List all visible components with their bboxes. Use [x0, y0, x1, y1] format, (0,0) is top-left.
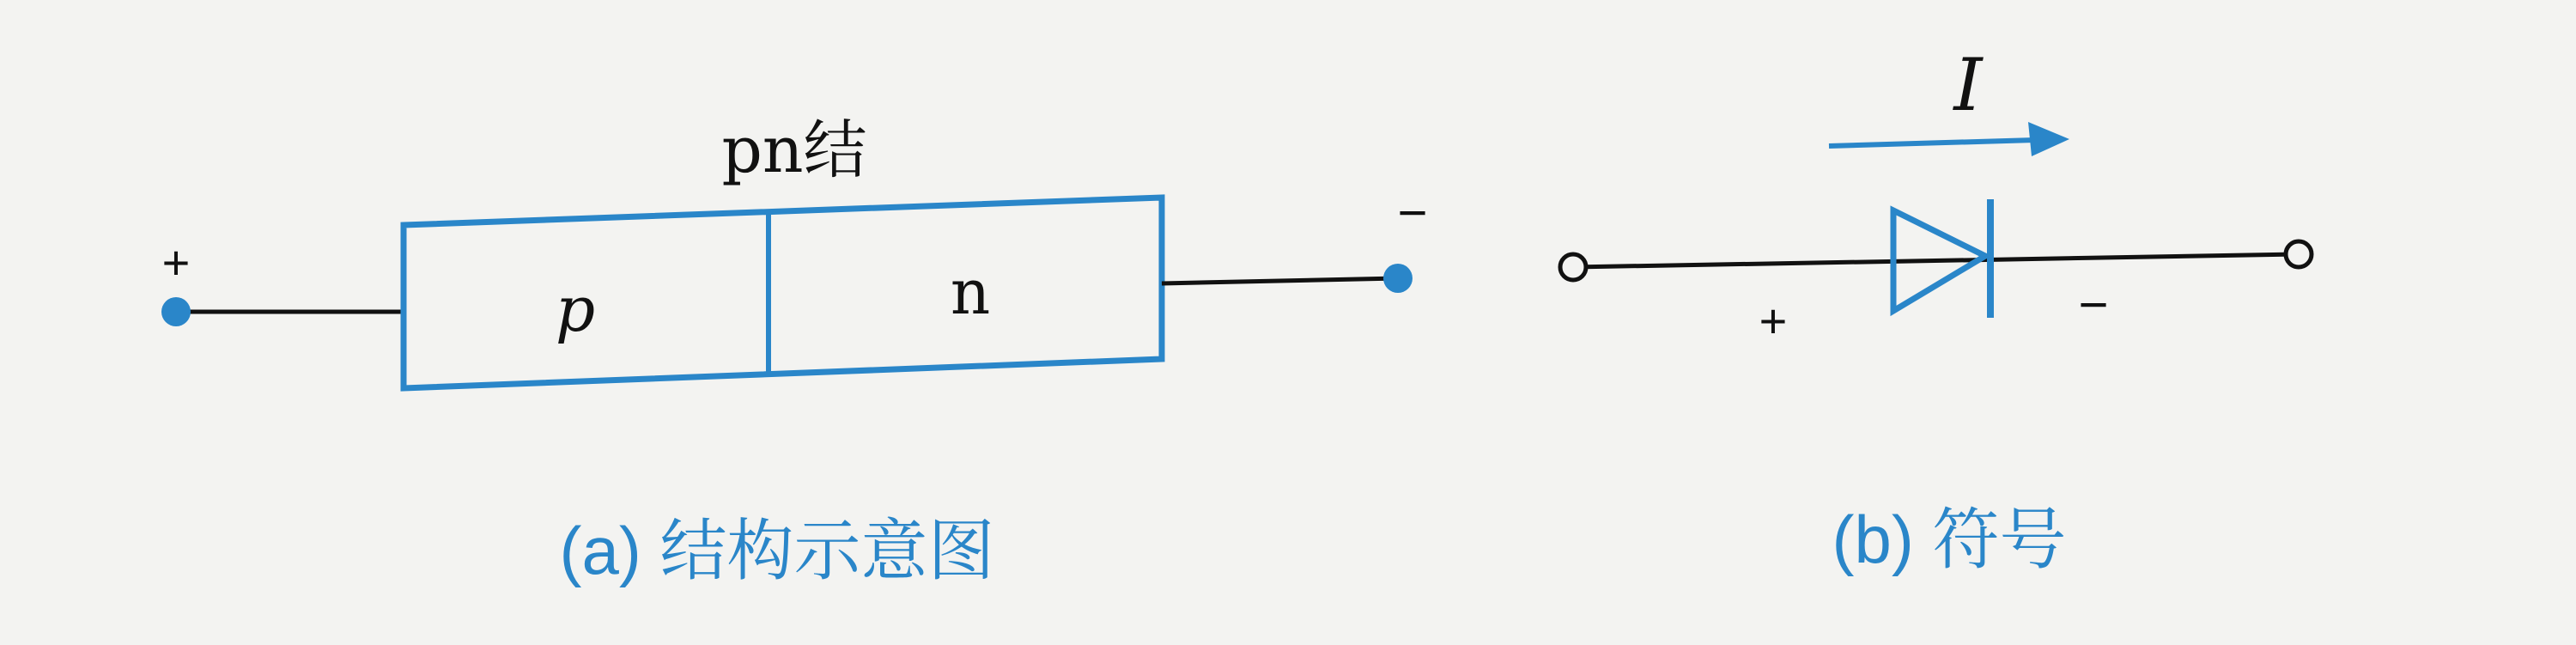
pn-block-outline [404, 198, 1162, 388]
p-region-label: p [555, 273, 596, 345]
current-arrow-shaft [1829, 140, 2035, 146]
symbol-diagram [1560, 43, 2312, 577]
current-arrow-head [2028, 122, 2069, 156]
cathode-terminal-circle [2286, 241, 2312, 267]
structure-plus-sign: + [161, 235, 191, 289]
symbol-caption: (b) 符号 [1832, 502, 2067, 577]
structure-caption: (a) 结构示意图 [559, 513, 995, 588]
current-label: I [1953, 43, 1983, 127]
right-terminal-dot [1383, 264, 1413, 293]
right-lead-wire [1162, 278, 1398, 283]
anode-terminal-circle [1560, 254, 1586, 280]
left-terminal-dot [161, 297, 191, 326]
symbol-plus-sign: + [1759, 294, 1788, 348]
structure-minus-sign: − [1397, 184, 1428, 241]
n-region-label: n [950, 256, 991, 328]
pn-junction-label: pn结 [721, 113, 867, 187]
symbol-wire [1573, 254, 2299, 267]
structure-diagram [161, 113, 1428, 588]
symbol-minus-sign: − [2078, 276, 2109, 333]
